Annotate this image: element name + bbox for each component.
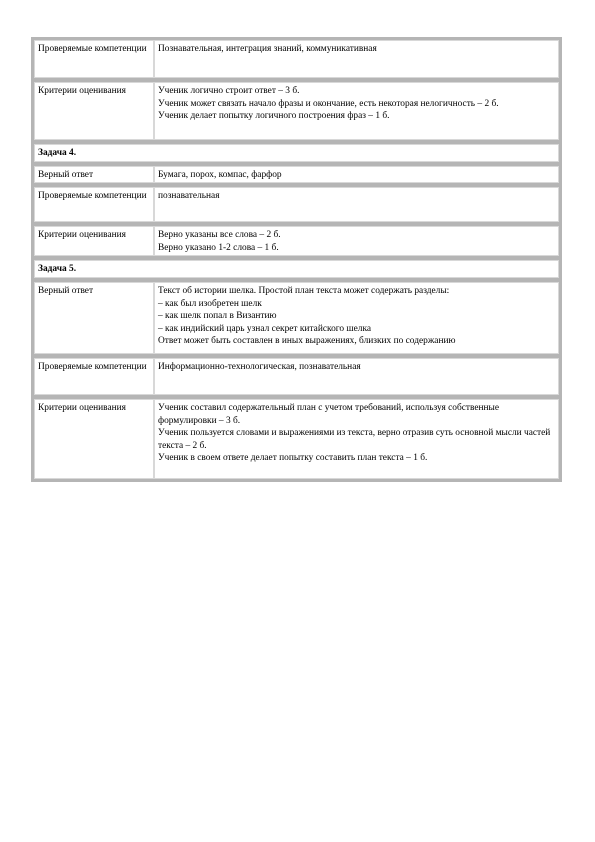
content-line: Верно указано 1-2 слова – 1 б. — [158, 242, 279, 253]
table-row — [34, 399, 559, 479]
content-line: познавательная — [158, 191, 220, 202]
table-row — [34, 187, 559, 222]
row-content — [154, 226, 559, 256]
row-content — [154, 282, 559, 354]
table-row — [34, 82, 559, 140]
content-line: – как шелк попал в Византию — [158, 311, 277, 322]
content-line: Ответ может быть составлен в иных выражениях, близких по содержанию — [158, 336, 456, 347]
content-line: Ученик составил содержательный план с учетом требований, используя собственные формулировки – 3 б. — [158, 402, 500, 426]
table-row — [34, 226, 559, 256]
content-line: Ученик делает попытку логичного построения фраз – 1 б. — [158, 111, 390, 122]
task-4-title: Задача 4. — [34, 144, 559, 162]
table-row — [34, 358, 559, 395]
row-content — [154, 166, 559, 184]
table-row — [34, 166, 559, 184]
row-label: Проверяемые компетенции — [34, 187, 154, 222]
table-row — [34, 282, 559, 354]
content-line: Ученик в своем ответе делает попытку составить план текста – 1 б. — [158, 453, 428, 464]
task-header-row — [34, 260, 559, 278]
content-line: – как был изобретен шелк — [158, 298, 262, 309]
row-label: Проверяемые компетенции — [34, 40, 154, 78]
task-header-row — [34, 144, 559, 162]
content-line: Бумага, порох, компас, фарфор — [158, 169, 282, 180]
content-line: Ученик пользуется словами и выражениями из текста, верно отразив суть основной мысли частей текста – 2 б. — [158, 428, 551, 451]
task-5-title: Задача 5. — [34, 260, 559, 278]
row-content — [154, 40, 559, 78]
row-label: Критерии оценивания — [34, 82, 154, 140]
content-line: Текст об истории шелка. Простой план текста может содержать разделы: — [158, 285, 450, 296]
content-line: Информационно-технологическая, познавательная — [158, 361, 361, 372]
content-line: Ученик может связать начало фразы и окончание, есть некоторая нелогичность – 2 б. — [158, 98, 499, 109]
row-label: Критерии оценивания — [34, 226, 154, 256]
row-label: Проверяемые компетенции — [34, 358, 154, 395]
assessment-table — [31, 37, 562, 482]
row-content — [154, 358, 559, 395]
content-line: – как индийский царь узнал секрет китайского шелка — [158, 323, 372, 334]
content-line: Ученик логично строит ответ – 3 б. — [158, 86, 300, 96]
row-content — [154, 82, 559, 140]
row-content — [154, 187, 559, 222]
row-label: Критерии оценивания — [34, 399, 154, 479]
row-content — [154, 399, 559, 479]
table-row — [34, 40, 559, 78]
content-line: Верно указаны все слова – 2 б. — [158, 230, 281, 241]
row-label: Верный ответ — [34, 282, 154, 354]
row-label: Верный ответ — [34, 166, 154, 184]
content-line: Познавательная, интеграция знаний, коммуникативная — [158, 44, 377, 54]
